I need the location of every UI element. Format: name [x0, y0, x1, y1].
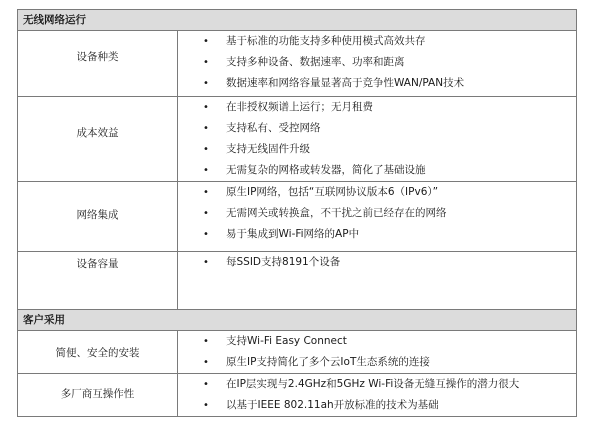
bullet-list: [178, 252, 576, 273]
feature-items-cell: [178, 252, 577, 310]
section-title: 无线网络运行: [18, 10, 577, 31]
feature-label-cell: [18, 331, 178, 374]
table-row: [18, 31, 577, 97]
bullet-item: • 数据速率和网络容量显著高于竞争性WAN/PAN技术: [178, 73, 576, 94]
feature-label: 成本效益: [76, 127, 119, 139]
feature-label-cell: [18, 97, 178, 182]
bullet-item: • 支持私有、受控网络: [178, 118, 576, 139]
bullet-item: • 支持Wi-Fi Easy Connect: [178, 331, 576, 352]
bullet-item: • 支持无线固件升级: [178, 139, 576, 160]
table-row: [18, 252, 577, 310]
bullet-list: [178, 331, 576, 373]
feature-items-cell: [178, 374, 577, 417]
bullet-item: • 易于集成到Wi-Fi网络的AP中: [178, 224, 576, 245]
bullet-item: • 无需网关或转换盒，不干扰之前已经存在的网络: [178, 203, 576, 224]
bullet-item: • 基于标准的功能支持多种使用模式高效共存: [178, 31, 576, 52]
feature-items-cell: [178, 182, 577, 252]
feature-label: 网络集成: [76, 209, 119, 221]
feature-label-cell: [18, 31, 178, 97]
bullet-item: • 以基于IEEE 802.11ah开放标准的技术为基础: [178, 395, 576, 416]
feature-table: [17, 9, 577, 417]
section-header-row: [18, 310, 577, 331]
table-row: [18, 331, 577, 374]
bullet-item: • 原生IP网络，包括“互联网协议版本6（IPv6）”: [178, 182, 576, 203]
feature-label: 简便、安全的安装: [55, 347, 140, 359]
feature-label-cell: [18, 374, 178, 417]
bullet-item: • 在IP层实现与2.4GHz和5GHz Wi-Fi设备无缝互操作的潜力很大: [178, 374, 576, 395]
section-header-row: [18, 10, 577, 31]
table-row: [18, 182, 577, 252]
feature-label-cell: [18, 182, 178, 252]
bullet-list: [178, 374, 576, 416]
table-row: [18, 97, 577, 182]
bullet-item: • 无需复杂的网格或转发器，简化了基础设施: [178, 160, 576, 181]
feature-items-cell: [178, 331, 577, 374]
bullet-item: • 在非授权频谱上运行；无月租费: [178, 97, 576, 118]
feature-label: 设备容量: [76, 258, 119, 270]
bullet-list: [178, 182, 576, 245]
feature-label: 设备种类: [76, 51, 119, 63]
table-row: [18, 374, 577, 417]
feature-items-cell: [178, 97, 577, 182]
section-title: 客户采用: [18, 310, 577, 331]
bullet-item: • 原生IP支持简化了多个云IoT生态系统的连接: [178, 352, 576, 373]
feature-items-cell: [178, 31, 577, 97]
bullet-item: • 每SSID支持8191个设备: [178, 252, 576, 273]
bullet-list: [178, 31, 576, 94]
bullet-list: [178, 97, 576, 181]
feature-label-cell: [18, 252, 178, 310]
bullet-item: • 支持多种设备、数据速率、功率和距离: [178, 52, 576, 73]
feature-label: 多厂商互操作性: [60, 388, 135, 400]
